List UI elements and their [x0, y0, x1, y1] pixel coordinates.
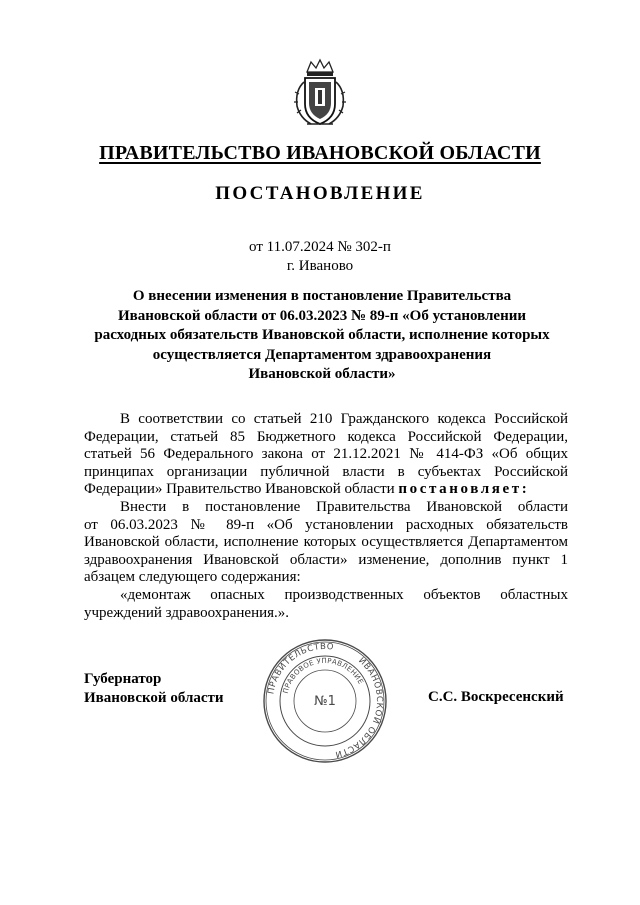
body-line: «демонтаж опасных производственных объектов областных	[120, 586, 568, 603]
body-line: учреждений здравоохранения.».	[84, 604, 290, 621]
document-subject	[80, 287, 564, 385]
official-stamp	[262, 638, 388, 764]
subject-line: Ивановской области»	[248, 366, 396, 382]
signer-name: С.С. Воскресенский	[428, 689, 564, 705]
subject-line: расходных обязательств Ивановской области, исполнение которых	[94, 327, 550, 343]
document-city: г. Иваново	[286, 258, 354, 274]
body-line-text: Федерации» Правительство Ивановской области	[84, 481, 395, 498]
stamp-inner-text: ПРАВОВОЕ УПРАВЛЕНИЕ	[281, 656, 365, 695]
body-line: статьей 56 Федерального закона от 21.12.2021 № 414-ФЗ «Об общих	[84, 446, 568, 463]
subject-line: О внесении изменения в постановление Правительства	[132, 288, 512, 304]
document-body	[84, 411, 568, 622]
signer-position-line: Ивановской области	[84, 690, 224, 706]
body-line: от 06.03.2023 № 89-п «Об установлении расходных обязательств	[84, 516, 568, 533]
subject-line: Ивановской области от 06.03.2023 № 89-п «Об установлении	[118, 307, 526, 324]
body-line: абзацем следующего содержания:	[84, 569, 301, 586]
document-date-number: от 11.07.2024 № 302-п	[249, 239, 391, 255]
resolution-keyword: постановляет:	[398, 481, 530, 498]
body-line: Федерации, статьей 85 Бюджетного кодекса Российской Федерации,	[84, 428, 568, 445]
stamp-outer-text: ПРАВИТЕЛЬСТВО	[266, 641, 335, 696]
paragraph-amendment	[84, 499, 568, 587]
body-line: В соответствии со статьей 210 Гражданского кодекса Российской	[120, 411, 568, 427]
body-line	[84, 481, 568, 499]
signer-position	[84, 670, 224, 708]
subject-line: осуществляется Департаментом здравоохранения	[152, 346, 492, 363]
document-type: ПОСТАНОВЛЕНИЕ	[215, 183, 425, 204]
paragraph-quote	[84, 587, 568, 622]
body-line: Ивановской области, исполнение которых осуществляется Департаментом	[84, 534, 568, 551]
paragraph-legal-basis	[84, 411, 568, 499]
stamp-number: №1	[314, 694, 336, 709]
ivanovo-coat-of-arms-icon	[291, 58, 349, 128]
body-line: Внести в постановление Правительства Ивановской области	[120, 498, 568, 515]
stamp-outer-text: ИВАНОВСКОЙ ОБЛАСТИ	[333, 655, 385, 760]
organization-title: ПРАВИТЕЛЬСТВО ИВАНОВСКОЙ ОБЛАСТИ	[99, 142, 541, 164]
body-line: здравоохранения Ивановской области» изменение, дополнив пункт 1	[84, 551, 568, 568]
signer-position-line: Губернатор	[84, 671, 162, 687]
body-line: принципах организации публичной власти в субъектах Российской	[84, 463, 568, 480]
